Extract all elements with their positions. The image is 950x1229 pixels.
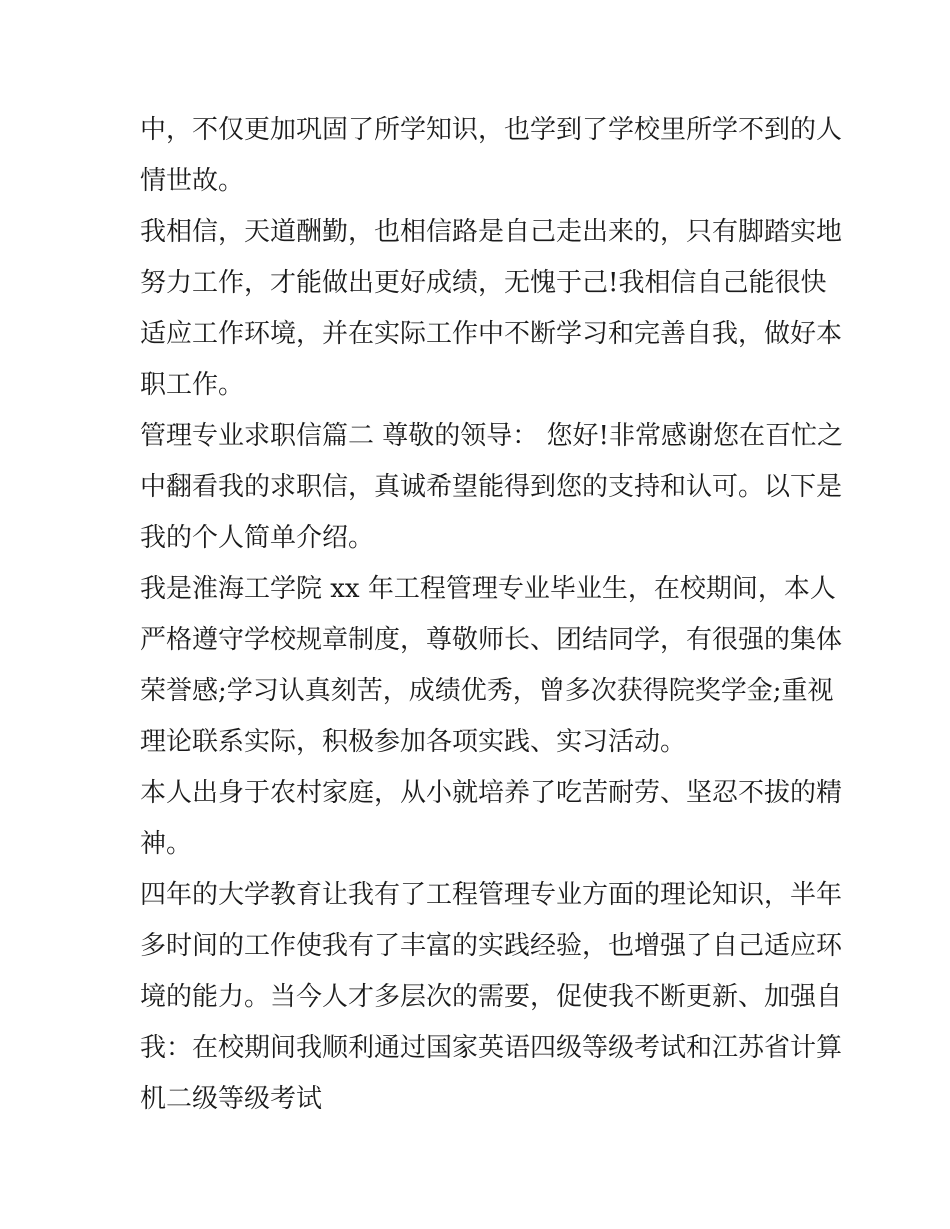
text-line: 严格遵守学校规章制度，尊敬师长、团结同学，有很强的集体 [140, 625, 843, 655]
text-line: 我的个人简单介绍。 [140, 523, 375, 553]
text-line: 神。 [140, 829, 193, 859]
text-line: 我是淮海工学院 xx 年工程管理专业毕业生，在校期间，本人 [140, 574, 836, 604]
text-line: 职工作。 [140, 370, 245, 400]
text-line: 机二级等级考试 [140, 1084, 323, 1114]
text-line: 境的能力。当今人才多层次的需要，促使我不断更新、加强自 [140, 982, 843, 1012]
text-line: 我：在校期间我顺利通过国家英语四级等级考试和江苏省计算 [140, 1033, 843, 1063]
text-line: 中翻看我的求职信，真诚希望能得到您的支持和认可。以下是 [140, 472, 843, 502]
text-line: 荣誉感;学习认真刻苦，成绩优秀，曾多次获得院奖学金;重视 [140, 676, 834, 706]
text-line: 多时间的工作使我有了丰富的实践经验，也增强了自己适应环 [140, 931, 843, 961]
text-line: 中，不仅更加巩固了所学知识，也学到了学校里所学不到的人 [140, 115, 843, 145]
text-line: 管理专业求职信篇二 尊敬的领导： 您好!非常感谢您在百忙之 [140, 421, 843, 451]
text-line: 努力工作，才能做出更好成绩，无愧于己!我相信自己能很快 [140, 268, 827, 298]
text-line: 我相信，天道酬勤，也相信路是自己走出来的，只有脚踏实地 [140, 217, 843, 247]
text-line: 四年的大学教育让我有了工程管理专业方面的理论知识，半年 [140, 880, 843, 910]
text-line: 理论联系实际，积极参加各项实践、实习活动。 [140, 727, 687, 757]
text-line: 情世故。 [140, 166, 245, 196]
text-line: 本人出身于农村家庭，从小就培养了吃苦耐劳、坚忍不拔的精 [140, 778, 843, 808]
text-line: 适应工作环境，并在实际工作中不断学习和完善自我，做好本 [140, 319, 843, 349]
document-body [140, 105, 843, 1125]
